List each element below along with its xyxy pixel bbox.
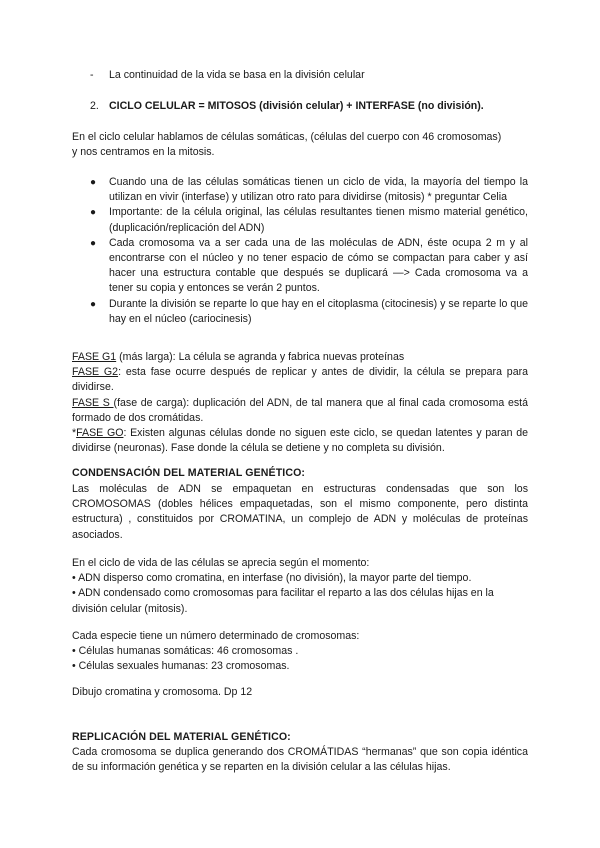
dash-marker: - (90, 69, 94, 81)
species-item-1: • Células humanas somáticas: 46 cromosomas . (72, 645, 299, 658)
condensation-paragraph: Las moléculas de ADN se empaquetan en estructuras condensadas que son los CROMOSOMAS (dobles hélices empaquetadas, son el mismo componente, pero distinta estructura) , constituidos por CROMATINA, un complejo de ADN y moléculas de proteínas asociados. (72, 483, 528, 541)
replication-paragraph: Cada cromosoma se duplica generando dos CROMÁTIDAS “hermanas” que son copia idéntica de su información genética y se reparten en la división celular a las células hijas. (72, 746, 528, 774)
phases-section (72, 350, 528, 456)
phase-s-label: FASE S (72, 396, 114, 409)
phase-g1-text: (más larga): La célula se agranda y fabrica nuevas proteínas (116, 351, 405, 363)
bullet-item (90, 205, 528, 235)
phase-g0-label: FASE GO (76, 427, 124, 440)
dash-item-text: La continuidad de la vida se basa en la división celular (109, 69, 365, 81)
phase-s-text: (fase de carga): duplicación del ADN, de tal manera que al final cada cromosoma está formado de dos cromátidas. (72, 396, 528, 424)
cycle-life-section (72, 556, 528, 617)
bullet-icon: ● (90, 298, 97, 310)
cycle-life-item-2: • ADN condensado como cromosomas para facilitar el reparto a las dos células hijas en la división celular (mitosis). (72, 587, 494, 615)
condensation-heading: CONDENSACIÓN DEL MATERIAL GENÉTICO: (72, 467, 306, 479)
bullet-text: Cuando una de las células somáticas tienen un ciclo de vida, la mayoría del tiempo la utilizan en vivir (interfase) y utilizan otro rato para dividirse (mitosis) * preguntar Celia (109, 176, 528, 204)
phase-g2 (72, 365, 528, 395)
cycle-life-intro: En el ciclo de vida de las células se aprecia según el momento: (72, 557, 370, 569)
phase-g1-label: FASE G1 (72, 351, 117, 363)
bullet-icon: ● (90, 237, 97, 249)
bullet-item (90, 236, 528, 297)
intro-line-2: y nos centramos en la mitosis. (72, 146, 215, 159)
bullet-text: Importante: de la célula original, las células resultantes tienen mismo material genético, (duplicación/replicación del ADN) (109, 206, 528, 234)
bullet-text: Durante la división se reparte lo que hay en el citoplasma (citocinesis) y se reparte lo que hay en el núcleo (cariocinesis) (109, 297, 528, 325)
bullet-icon: ● (90, 207, 97, 219)
phase-g0-text: : Existen algunas células donde no siguen este ciclo, se quedan latentes y paran de dividirse (neuronas). Fase donde la célula se detiene y no completa su división. (72, 427, 528, 455)
bullet-icon: ● (90, 177, 97, 188)
intro-line-1: En el ciclo celular hablamos de células somáticas, (células del cuerpo con 46 cromosomas) (72, 131, 502, 143)
drawing-note: Dibujo cromatina y cromosoma. Dp 12 (72, 686, 253, 698)
replication-heading: REPLICACIÓN DEL MATERIAL GENÉTICO: (72, 731, 291, 743)
phase-g0 (72, 426, 528, 456)
bullet-text: Cada cromosoma va a ser cada una de las moléculas de ADN, éste ocupa 2 m y al encontrarse con el núcleo y no tener espacio de cómo se compactan para caber y así hacer una estructura contable que después se duplicará —> Cada cromosoma va a tener su copia y entonces se verán 2 puntos. (109, 236, 528, 295)
species-section (72, 629, 528, 675)
cycle-life-item-1: • ADN disperso como cromatina, en interfase (no división), la mayor parte del tiempo. (72, 572, 472, 585)
species-intro: Cada especie tiene un número determinado de cromosomas: (72, 630, 360, 642)
bullet-list (90, 175, 528, 327)
bullet-item (90, 175, 528, 205)
intro-paragraph (72, 130, 528, 160)
phase-g0-prefix: * (72, 427, 77, 440)
numbered-heading-text: CICLO CELULAR = MITOSOS (división celular) + INTERFASE (no división). (109, 100, 484, 112)
phase-g2-text: : esta fase ocurre después de replicar y antes de dividir, la célula se prepara para dividirse. (72, 366, 528, 394)
phase-s (72, 396, 528, 426)
species-item-2: • Células sexuales humanas: 23 cromosomas. (72, 660, 290, 673)
phase-g2-label: FASE G2 (72, 366, 119, 379)
bullet-item (90, 297, 528, 327)
phase-g1 (72, 350, 528, 365)
number-marker: 2. (90, 100, 99, 112)
